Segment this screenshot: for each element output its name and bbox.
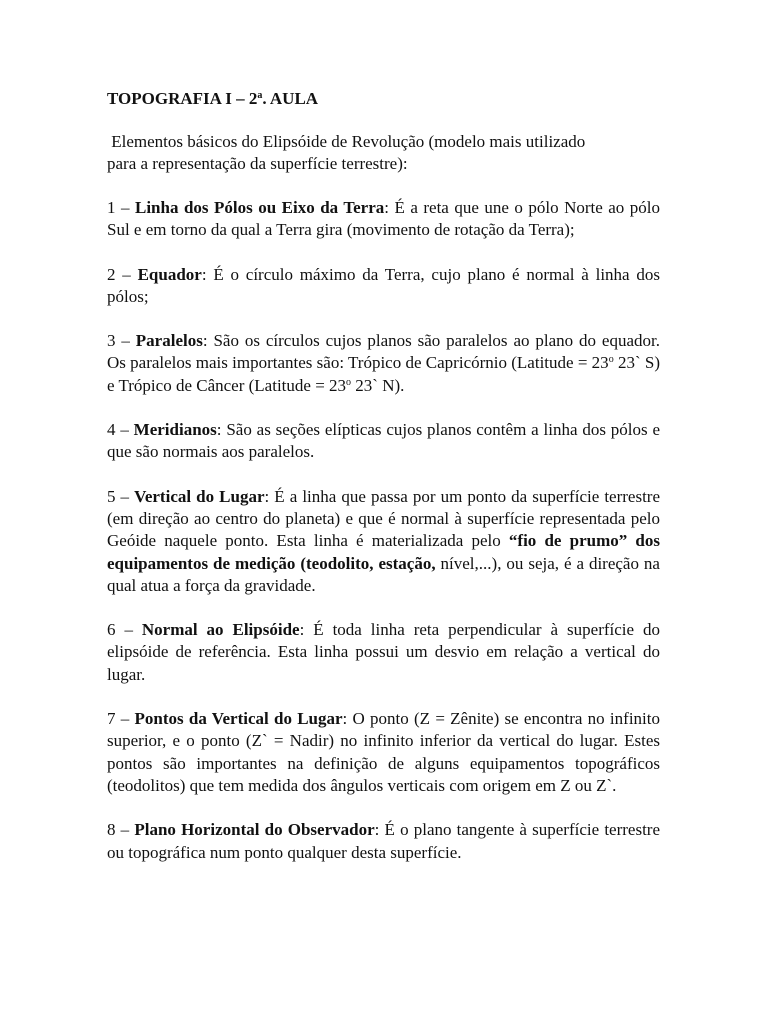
- item-1: [107, 197, 660, 242]
- item-7: [107, 708, 660, 797]
- item-text: 23` N).: [351, 375, 405, 395]
- title-superscript: a: [257, 90, 263, 101]
- item-number: 8 –: [107, 820, 135, 840]
- degree-superscript: o: [608, 354, 614, 366]
- item-term: Paralelos: [135, 331, 203, 351]
- degree-superscript: o: [346, 376, 352, 388]
- item-8: [107, 819, 660, 864]
- item-text: : O ponto (Z = Zênite) se encontra no infinito superior, e o ponto (Z` = Nadir) no infinito inferior da vertical do lugar. Estes pontos são importantes na definição de alguns equipamentos topográficos (teodolitos) que tem medida dos ângulos verticais com origem em Z ou Z`.: [107, 709, 660, 795]
- item-term: Normal ao Elipsóide: [141, 620, 300, 640]
- item-term: Plano Horizontal do Observador: [134, 820, 375, 840]
- item-text: : São as seções elípticas cujos planos contêm a linha dos pólos e que são normais aos paralelos.: [107, 420, 660, 462]
- item-term: Linha dos Pólos ou Eixo da Terra: [134, 198, 385, 217]
- item-text: : É a reta que une o pólo Norte ao pólo Sul e em torno da qual a Terra gira (movimento de rotação da Terra);: [107, 198, 661, 240]
- intro-line-2: para a representação da superfície terrestre):: [107, 154, 408, 173]
- item-term: Pontos da Vertical do Lugar: [134, 709, 343, 729]
- item-6: [107, 619, 660, 686]
- item-number: 1 –: [107, 198, 135, 217]
- title-rest: . AULA: [262, 89, 319, 108]
- item-text: 23` S) e Trópico de Câncer (Latitude = 23: [107, 353, 660, 395]
- item-text: nível,...), ou seja, é a direção na qual atua a força da gravidade.: [107, 553, 660, 595]
- intro-paragraph: [107, 131, 660, 175]
- item-4: [107, 419, 660, 464]
- item-text: : É o plano tangente à superfície terrestre ou topográfica num ponto qualquer desta superfície.: [107, 820, 660, 862]
- document-page: [107, 88, 660, 886]
- item-bold-phrase: “fio de prumo” dos equipamentos de medição (teodolito, estação,: [107, 531, 661, 573]
- item-number: 3 –: [107, 331, 136, 351]
- item-5: [107, 486, 660, 597]
- title-main: TOPOGRAFIA I – 2: [107, 89, 258, 108]
- document-title: [107, 88, 660, 110]
- item-number: 5 –: [107, 486, 135, 506]
- intro-line-1: Elementos básicos do Elipsóide de Revolução (modelo mais utilizado: [107, 132, 586, 151]
- item-text: : É o círculo máximo da Terra, cujo plano é normal à linha dos pólos;: [107, 264, 661, 306]
- item-number: 7 –: [107, 709, 135, 729]
- item-3: [107, 330, 660, 397]
- item-2: [107, 264, 660, 309]
- item-term: Vertical do Lugar: [134, 486, 265, 506]
- item-text: : São os círculos cujos planos são paralelos ao plano do equador. Os paralelos mais importantes são: Trópico de Capricórnio (Latitude = 23: [107, 331, 661, 373]
- item-text: : É toda linha reta perpendicular à superfície do elipsóide de referência. Esta linha possui um desvio em relação a vertical do lugar.: [107, 620, 660, 684]
- item-term: Equador: [137, 264, 202, 284]
- item-text: : É a linha que passa por um ponto da superfície terrestre (em direção ao centro do planeta) e que é normal à superfície representada pelo Geóide naquele ponto. Esta linha é materializada pelo: [107, 486, 660, 551]
- item-number: 6 –: [107, 620, 142, 640]
- item-number: 2 –: [107, 264, 138, 284]
- item-term: Meridianos: [133, 420, 217, 440]
- item-number: 4 –: [107, 420, 134, 440]
